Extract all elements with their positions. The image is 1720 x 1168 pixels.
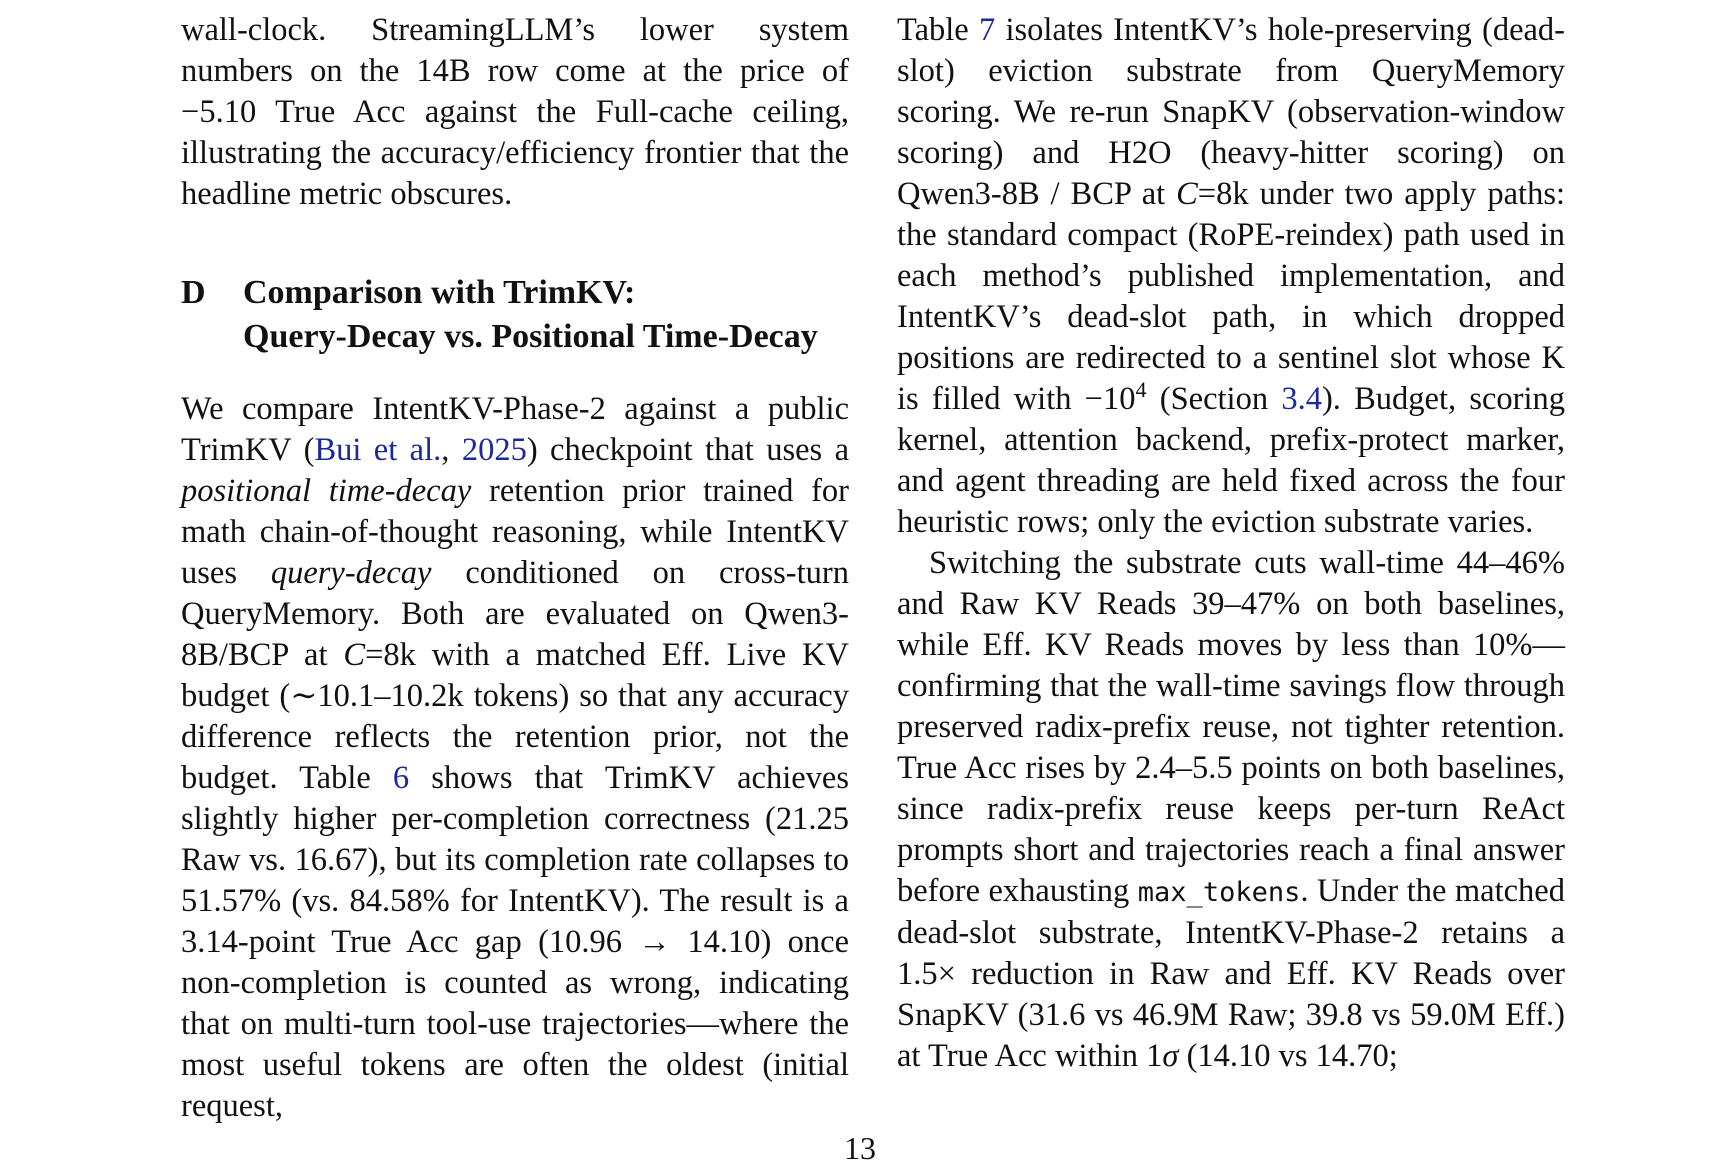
text-run: (Section: [1146, 381, 1282, 417]
code-text: max_tokens: [1137, 877, 1301, 908]
text-run: isolates IntentKV’s hole-preserving (dead-slot) eviction substrate from QueryMemory scoring. We re-run SnapKV (observation-window scoring) and H2O (heavy-hitter scoring) on Qwen3-8B / BCP at: [897, 12, 1565, 212]
text-run: ,: [441, 432, 462, 468]
section-number: D: [181, 274, 206, 311]
math-symbol: σ: [1162, 1038, 1179, 1074]
text-run: conditioned on cross-turn QueryMemory. Both are evaluated on Qwen3-8B/BCP at: [181, 555, 849, 673]
section-heading: [181, 271, 849, 359]
superscript: 4: [1135, 377, 1147, 403]
emphasis-text: query-decay: [270, 555, 432, 591]
text-run: =8k under two apply paths: the standard compact (RoPE-reindex) path used in each method’s published implementation, and IntentKV’s dead-slot path, in which dropped positions are redirected to a sentinel slot whose K is filled with −10: [897, 176, 1565, 417]
math-variable: C: [343, 637, 366, 673]
text-run: Switching the substrate cuts wall-time 44–46% and Raw KV Reads 39–47% on both baselines, while Eff. KV Reads moves by less than 10%—confirming that the wall-time savings flow through preserved radix-prefix reuse, not tighter retention. True Acc rises by 2.4–5.5 points on both baselines, since radix-prefix reuse keeps per-turn ReAct prompts short and trajectories reach a final answer before exhausting: [897, 545, 1565, 909]
section-3-4-link[interactable]: 3.4: [1281, 381, 1322, 417]
right-column: [897, 0, 1565, 1077]
text-run: =8k with a matched Eff. Live KV budget (∼10.1–10.2k tokens) so that any accuracy difference reflects the retention prior, not the budget. Table: [181, 637, 849, 796]
page-number: 13: [844, 1130, 876, 1166]
section-body-paragraph: [181, 389, 849, 1127]
math-variable: C: [1176, 176, 1198, 212]
text-run: ) checkpoint that uses a: [526, 432, 849, 468]
paragraph-text: wall-clock. StreamingLLM’s lower system numbers on the 14B row come at the price of −5.10 True Acc against the Full-cache ceiling, illustrating the accuracy/efficiency frontier that the headline metric obscures.: [181, 12, 849, 212]
section-title: [243, 271, 849, 359]
section-title-line2: Query-Decay vs. Positional Time-Decay: [243, 318, 818, 355]
text-run: . Under the matched dead-slot substrate, IntentKV-Phase-2 retains a 1.5× reduction in Raw and Eff. KV Reads over SnapKV (31.6 vs 46.9M Raw; 39.8 vs 59.0M Eff.) at True Acc within 1: [897, 873, 1565, 1074]
results-paragraph: [897, 543, 1565, 1077]
citation-authors-link[interactable]: Bui et al.: [314, 432, 442, 468]
citation-year-link[interactable]: 2025: [461, 432, 527, 468]
emphasis-text: positional time-decay: [181, 473, 472, 509]
section-title-line1: Comparison with TrimKV:: [243, 274, 636, 311]
left-column: [181, 0, 849, 1127]
continued-paragraph: [181, 10, 849, 215]
text-run: retention prior trained for math chain-of-thought reasoning, while IntentKV uses: [181, 473, 849, 591]
text-run: ). Budget, scoring kernel, attention backend, prefix-protect marker, and agent threading are held fixed across the four heuristic rows; only the eviction substrate varies.: [897, 381, 1565, 540]
table-6-link[interactable]: 6: [392, 760, 410, 796]
table-7-link[interactable]: 7: [978, 12, 996, 48]
text-run: (14.10 vs 14.70;: [1178, 1038, 1398, 1074]
text-run: We compare IntentKV-Phase-2 against a public TrimKV (: [181, 391, 849, 468]
text-run: Table: [897, 12, 979, 48]
text-run: shows that TrimKV achieves slightly higher per-completion correctness (21.25 Raw vs. 16.67), but its completion rate collapses to 51.57% (vs. 84.58% for IntentKV). The result is a 3.14-point True Acc gap (10.96 → 14.10) once non-completion is counted as wrong, indicating that on multi-turn tool-use trajectories—where the most useful tokens are often the oldest (initial request,: [181, 760, 849, 1124]
substrate-paragraph: [897, 10, 1565, 543]
